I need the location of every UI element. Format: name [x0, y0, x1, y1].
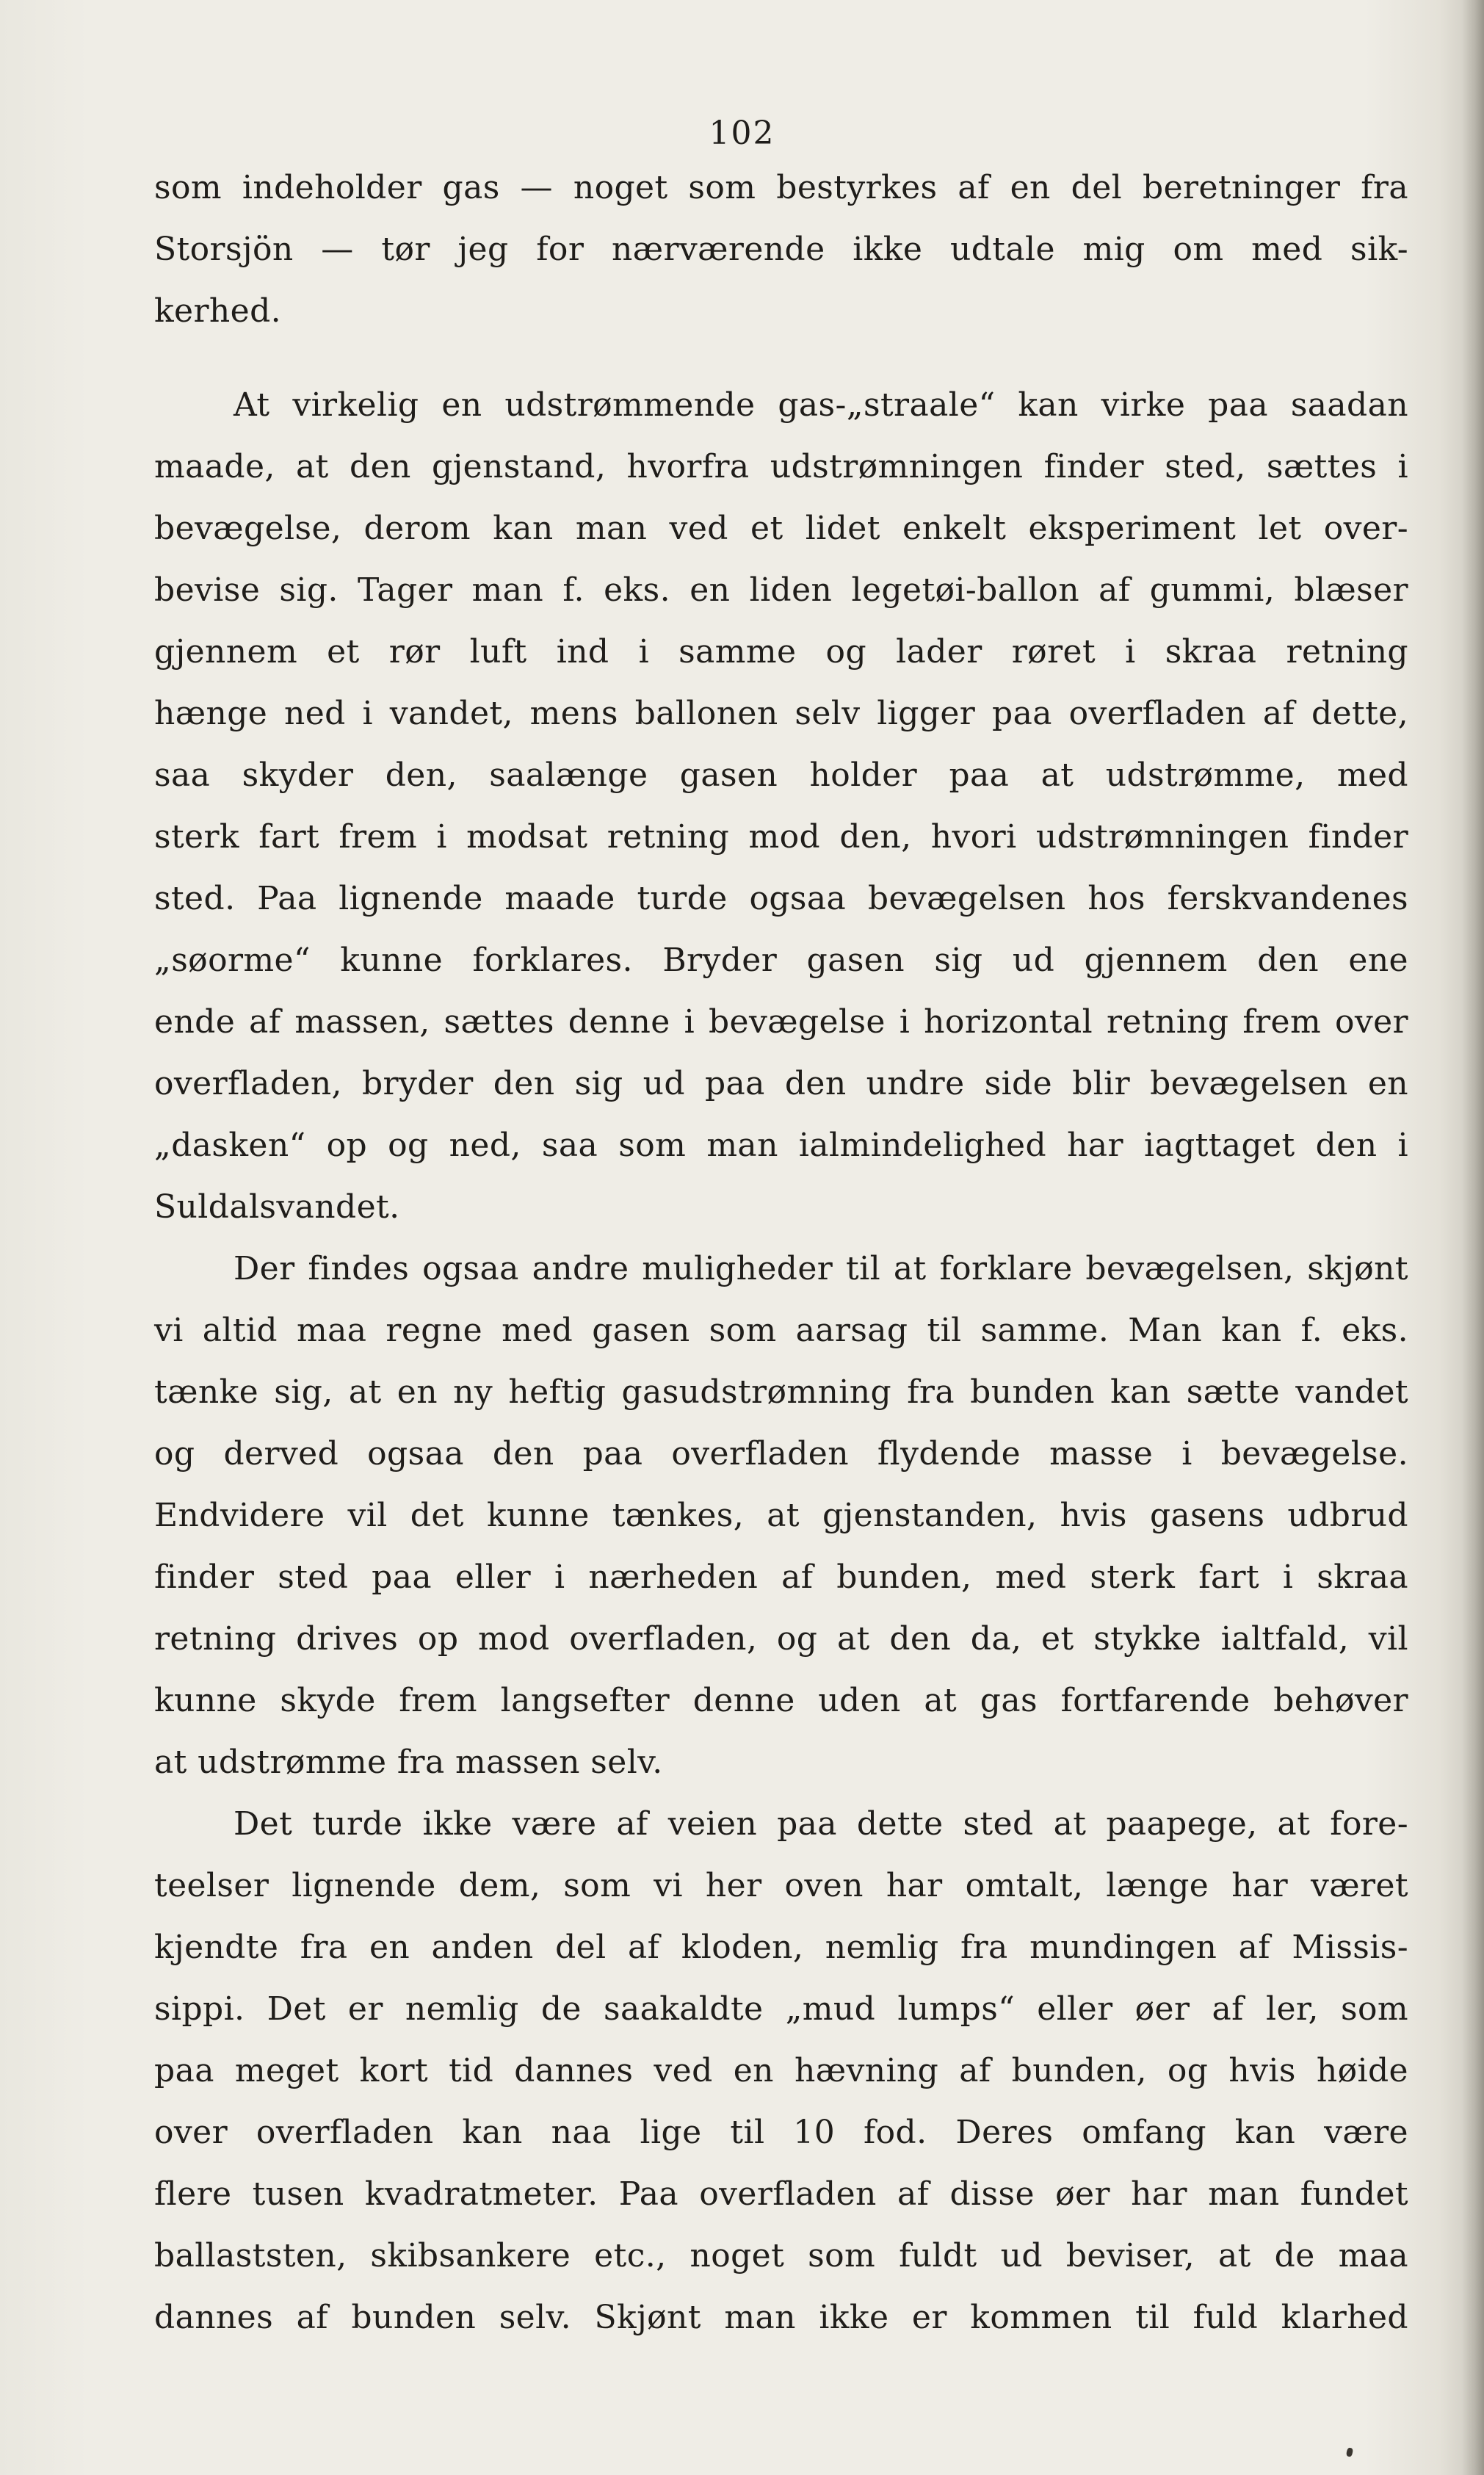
text-line-33: flere tusen kvadratmeter. Paa overfladen af disse øer har man fundet	[154, 2175, 1408, 2213]
text-line-1: som indeholder gas — noget som bestyrkes af en del beretninger fra	[154, 169, 1408, 206]
text-line-8: gjennem et rør luft ind i samme og lader røret i skraa retning	[154, 633, 1408, 671]
text-line-4: At virkelig en udstrømmende gas-„straale“ kan virke paa saadan	[234, 386, 1408, 424]
text-line-12: sted. Paa lignende maade turde ogsaa bevægelsen hos ferskvandenes	[154, 880, 1408, 917]
text-line-25: kunne skyde frem langsefter denne uden at gas fortfarende behøver	[154, 1682, 1408, 1719]
text-line-16: „dasken“ op og ned, saa som man ialmindelighed har iagttaget den i	[154, 1127, 1408, 1164]
text-line-22: Endvidere vil det kunne tænkes, at gjenstanden, hvis gasens udbrud	[154, 1497, 1408, 1534]
text-line-15: overfladen, bryder den sig ud paa den undre side blir bevægelsen en	[154, 1065, 1408, 1102]
text-line-18: Der findes ogsaa andre muligheder til at forklare bevægelsen, skjønt	[234, 1250, 1408, 1287]
text-line-35: dannes af bunden selv. Skjønt man ikke er kommen til fuld klarhed	[154, 2299, 1408, 2336]
text-line-31: paa meget kort tid dannes ved en hævning af bunden, og hvis høide	[154, 2052, 1408, 2089]
text-line-17: Suldalsvandet.	[154, 1188, 400, 1226]
text-line-7: bevise sig. Tager man f. eks. en liden legetøi-ballon af gummi, blæser	[154, 571, 1408, 609]
text-line-21: og derved ogsaa den paa overfladen flydende masse i bevægelse.	[154, 1435, 1408, 1473]
text-line-10: saa skyder den, saalænge gasen holder paa at udstrømme, med	[154, 756, 1408, 794]
text-line-11: sterk fart frem i modsat retning mod den, hvori udstrømningen finder	[154, 818, 1408, 856]
text-line-24: retning drives op mod overfladen, og at den da, et stykke ialtfald, vil	[154, 1620, 1408, 1658]
text-line-27: Det turde ikke være af veien paa dette sted at paapege, at fore-	[234, 1805, 1408, 1843]
text-line-19: vi altid maa regne med gasen som aarsag til samme. Man kan f. eks.	[154, 1312, 1408, 1349]
page-edge-shadow	[1462, 0, 1484, 2475]
text-line-23: finder sted paa eller i nærheden af bunden, med sterk fart i skraa	[154, 1558, 1408, 1596]
text-line-14: ende af massen, sættes denne i bevægelse i horizontal retning frem over	[154, 1003, 1408, 1041]
text-line-34: ballaststen, skibsankere etc., noget som fuldt ud beviser, at de maa	[154, 2237, 1408, 2275]
text-line-20: tænke sig, at en ny heftig gasudstrømning fra bunden kan sætte vandet	[154, 1373, 1408, 1411]
page-number: 102	[709, 115, 775, 152]
text-line-5: maade, at den gjenstand, hvorfra udstrømningen finder sted, sættes i	[154, 448, 1408, 485]
text-line-2: Storsjön — tør jeg for nærværende ikke udtale mig om med sik-	[154, 231, 1408, 268]
text-line-3: kerhed.	[154, 292, 282, 330]
text-line-29: kjendte fra en anden del af kloden, nemlig fra mundingen af Missis-	[154, 1929, 1408, 1966]
text-line-32: over overfladen kan naa lige til 10 fod. Deres omfang kan være	[154, 2114, 1408, 2151]
ink-speck-mark	[1346, 2447, 1353, 2457]
text-line-13: „søorme“ kunne forklares. Bryder gasen sig ud gjennem den ene	[154, 942, 1408, 979]
text-line-26: at udstrømme fra massen selv.	[154, 1744, 663, 1781]
text-line-30: sippi. Det er nemlig de saakaldte „mud lumps“ eller øer af ler, som	[154, 1990, 1408, 2028]
text-line-9: hænge ned i vandet, mens ballonen selv ligger paa overfladen af dette,	[154, 695, 1408, 732]
text-line-28: teelser lignende dem, som vi her oven har omtalt, længe har været	[154, 1867, 1408, 1904]
text-line-6: bevægelse, derom kan man ved et lidet enkelt eksperiment let over-	[154, 510, 1408, 547]
